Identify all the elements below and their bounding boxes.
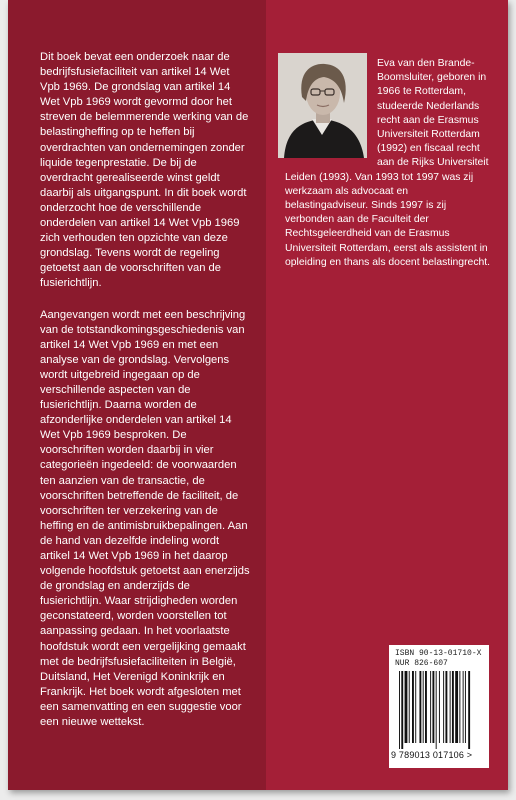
isbn-number: ISBN 90-13-01710-X — [395, 649, 482, 658]
author-bio: Eva van den Brande-Boomsluiter, geboren in 1966 te Rotterdam, studeerde Nederlands recht aan de Erasmus Universiteit Rotterdam (1992) en fiscaal recht aan de Rijks Universiteit Leiden (1993). Van 1993 tot 1997 was zij werkzaam als advocaat en belastingadviseur. Sinds 1997 is zij verbonden aan de Faculteit der Rechtsgeleerdheid van de Erasmus Universiteit Rotterdam, eerst als assistent in opleiding en thans als docent belastingrecht. — [285, 58, 491, 268]
blurb-text — [40, 50, 250, 746]
author-bio-block — [285, 57, 493, 270]
barcode-icon — [397, 671, 485, 749]
nur-code: NUR 826-607 — [395, 659, 448, 668]
photo-spacer — [285, 57, 377, 167]
blurb-paragraph-1: Dit boek bevat een onderzoek naar de bedrijfsfusiefaciliteit van artikel 14 Wet Vpb 1969. De grondslag van artikel 14 Wet Vpb 1969 wordt gevormd door het streven de belemmerende werking van de belastingheffing op te heffen bij overdrachten van ondernemingen zonder liquide tegenprestatie. De bij de overdracht gerealiseerde winst geldt daarbij als uitgangspunt. In dit boek wordt onderzocht hoe de verschillende onderdelen van artikel 14 Wet Vpb 1969 zich verhouden ten opzichte van deze grondslag. Tevens wordt de regeling getoetst aan de voorschriften van de fusierichtlijn. — [40, 51, 249, 290]
barcode-digits: 9 789013 017106 > — [391, 750, 473, 760]
isbn-barcode-box — [389, 645, 489, 768]
blurb-paragraph-2: Aangevangen wordt met een beschrijving van de totstandkomingsgeschiedenis van artikel 14 Wet Vpb 1969 en met een analyse van de grondslag. Vervolgens wordt uitgebreid ingegaan op de verschillende aspecten van de fusierichtlijn. Daarna worden de afzonderlijke onderdelen van artikel 14 Wet Vpb 1969 besproken. De voorschriften worden daarbij in vier categorieën ingedeeld: de voorwaarden ten aanzien van de transactie, de voorschriften betreffende de faciliteit, de voorschriften ter verzekering van de heffing en de antimisbruikbepalingen. Aan de hand van dezelfde indeling wordt artikel 14 Wet Vpb 1969 in het daarop volgende hoofdstuk getoetst aan enerzijds de grondslag en anderzijds de fusierichtlijn. Waar strijdigheden worden geconstateerd, worden voorstellen tot aanpassing gedaan. In het voorlaatste hoofdstuk wordt een vergelijking gemaakt met de bedrijfsfusiefaciliteiten in België, Duitsland, Het Verenigd Koninkrijk en Frankrijk. Het boek wordt afgesloten met een samenvatting en een suggestie voor een nieuwe wettekst. — [40, 308, 250, 729]
